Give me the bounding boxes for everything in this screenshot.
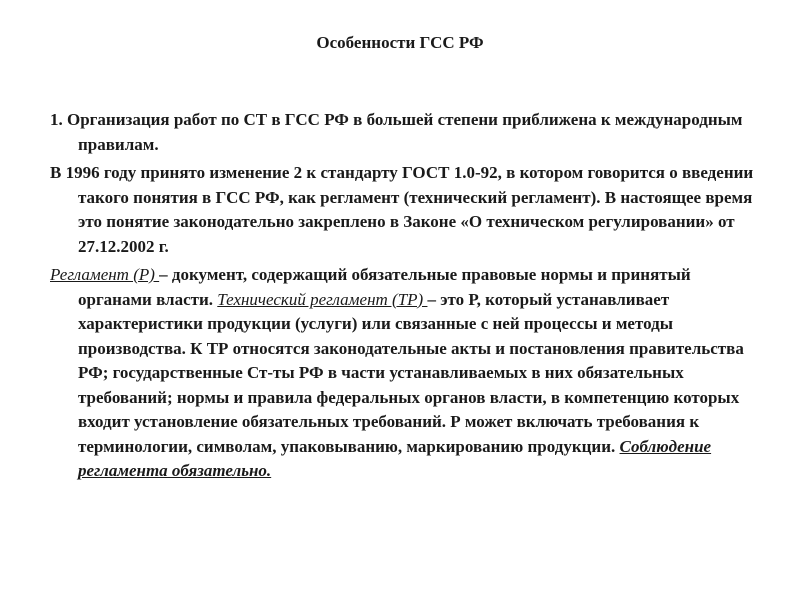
technical-regulation-text: – это Р, который устанавливает характеристики продукции (услуги) или связанные с ней процессы и методы производства. К ТР относятся законодательные акты и постановления правительства РФ; государственные Ст-ты РФ в части устанавливаемых в них обязательных требований; нормы и правила федеральных органов власти, в компетенцию которых входит установление обязательных требований. Р может включать требования к терминологии, символам, упаковыванию, маркированию продукции.	[78, 289, 744, 456]
paragraph-gost-change: В 1996 году принято изменение 2 к стандарту ГОСТ 1.0-92, в котором говорится о введении такого понятия в ГСС РФ, как регламент (технический регламент). В настоящее время это понятие законодательно закреплено в Законе «О техническом регулировании» от 27.12.2002 г.	[50, 163, 754, 256]
slide-title: Особенности ГСС РФ	[316, 33, 484, 52]
slide-body	[50, 108, 760, 488]
conclusion-text: Соблюдение регламента обязательно.	[78, 436, 712, 480]
paragraph-regulation-definition	[50, 263, 760, 484]
term-technical-regulation: Технический регламент (ТР)	[217, 289, 428, 309]
paragraph-organization: 1. Организация работ по СТ в ГСС РФ в большей степени приближена к международным правилам.	[50, 110, 743, 154]
regulation-definition-text: – документ, содержащий обязательные правовые нормы и принятый органами власти.	[78, 265, 691, 309]
term-regulation: Регламент (Р)	[50, 265, 160, 284]
